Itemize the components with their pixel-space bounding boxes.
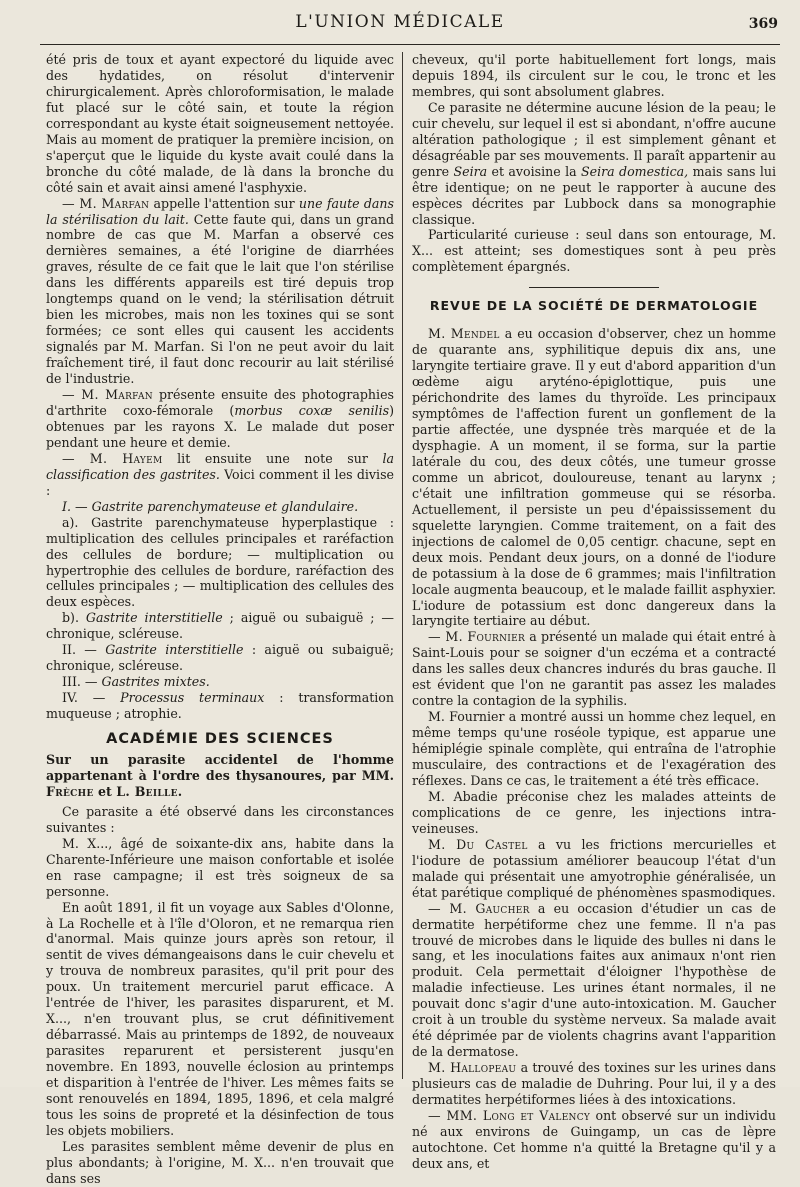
text-run: présente ensuite des photographies d'arthrite coxo-fémorale ( [46,387,394,418]
text-run: : transformation muqueuse ; atrophie. [46,690,394,722]
author-name: Frèche [46,783,94,799]
text-run: Voici comment il les divise : [46,466,394,498]
journal-title: L'UNION MÉDICALE [295,12,505,32]
header-rule [40,44,780,45]
italic-run: Seira [453,163,488,179]
left-column [46,52,394,1187]
classification-item: a). Gastrite parenchymateuse hyperplastique : multiplication des cellules principales et raréfaction des cellules de bordure; — multiplication ou hypertrophie des cellules de bordure, raréfaction des cellules principales ; — multiplication des cellules des deux espèces. [46,514,394,610]
speaker-name: — M. Marfan [62,195,150,211]
italic-run: Gastrite interstitielle [105,642,244,658]
section-heading: ACADÉMIE DES SCIENCES [106,731,334,748]
text-run: a eu occasion d'étudier un cas de dermatite herpétiforme chez une femme. Il n'a pas trouvé de microbes dans le liquide des bulles ni dans le sang, et les inoculations faites aux animaux n'ont rien produit. Cela permettait d'éloigner l'hypothèse de maladie infectieuse. Les urines étant normales, il ne pouvait donc s'agir d'une auto-intoxication. M. Gaucher croit à un trouble du système nerveux. Sa malade avait été déprimée par de violents chagrins avant l'apparition de la dermatose. [412,900,777,1060]
paragraph: M. Fournier a montré aussi un homme chez lequel, en même temps qu'une roséole typique, est apparue une hémiplégie spinale complète, qui entraîna de l'atrophie musculaire, des contractions et de l'exagération des réflexes. Dans ce cas, le traitement a été très efficace. [412,709,776,788]
text-run: et avoisine la [487,163,581,179]
paragraph [412,326,776,629]
text-run: lit ensuite une note sur [162,450,383,466]
italic-run: Seira domestica, [581,163,689,179]
column-divider [402,52,403,1079]
paragraph: M. Abadie préconise chez les malades atteints de complications de ce genre, les injections intra-veineuses. [412,788,776,836]
paragraph: En août 1891, il fit un voyage aux Sables d'Olonne, à La Rochelle et à l'île d'Oloron, et ne remarqua rien d'anormal. Mais quinze jours après son retour, il sentit de vives démangeaisons dans le cuir chevelu et y trouva de nombreux parasites, qu'il prit pour des poux. Un traitement mercuriel parut efficace. A l'entrée de l'hiver, les parasites disparurent, et M. X..., n'en trouvant plus, se crut définitivement débarrassé. Mais au printemps de 1892, de nouveaux parasites reparurent et persisterent jusqu'en novembre. En 1893, nouvelle éclosion au printemps et disparition à l'entrée de l'hiver. Les mêmes faits se sont renouvelés en 1894, 1895, 1896, et cela malgré tous les soins de propreté et la désinfection de tous les objets mobiliers. [46,899,394,1138]
running-head [0,6,800,36]
classification-item [46,610,394,642]
text-run: appelle l'attention sur [149,195,299,211]
paragraph [412,1108,776,1172]
speaker-name: — M. Hayem [62,450,163,466]
paragraph [412,837,776,901]
text-run: et [93,783,117,799]
paragraph: M. X..., âgé de soixante-dix ans, habite dans la Charente-Inférieure une maison confortable et isolée en rase campagne; il est très soigneux de sa personne. [46,835,394,899]
paragraph: cheveux, qu'il porte habituellement fort longs, mais depuis 1894, ils circulent sur le cou, le tronc et les membres, qui sont absolument glabres. [412,52,776,99]
text-run: III. — [62,674,102,690]
right-column [412,52,776,1172]
section-heading: REVUE DE LA SOCIÉTÉ DE DERMATOLOGIE [429,298,759,314]
text-run: a trouvé des toxines sur les urines dans plusieurs cas de maladie de Duhring. Pour lui, il y a des dermatites herpétiformes liées à des intoxications. [412,1060,776,1108]
italic-run: Gastrite interstitielle [85,610,223,626]
paragraph: Particularité curieuse : seul dans son entourage, M. X... est atteint; ses domestiques sont à peu près complètement épargnés. [412,227,776,275]
text-run: b). [62,610,86,626]
spacer [412,288,776,292]
text-run: a eu occasion d'observer, chez un homme de quarante ans, syphilitique depuis dix ans, une laryngite tertiaire grave. Il y eut d'abord apparition d'un œdème aigu aryténo-épiglottique, puis une périchondrite des lames du thyroïde. Les principaux symptômes de l'affection furent un gonflement de la partie affectée, une dyspnée très marquée et de la dysphagie. A un moment, il se forma, sur la partie latérale du cou, des deux côtés, une tumeur grosse comme un abricot, douloureuse, tenant au larynx ; c'était une infiltration gommeuse qui se résorba. Actuellement, il persiste un peu d'épaississement du squelette laryngien. Comme traitement, on a fait des injections de calomel de 0,05 centigr. chacune, sept en deux mois. Pendant deux jours, on a donné de l'iodure de potassium à la dose de 6 grammes; mais l'infiltration locale augmenta beaucoup, et le malade faillit asphyxier. L'iodure de potassium est donc dangereux dans la laryngite tertiaire au début. [412,326,776,629]
article-subheading [46,752,394,800]
paragraph [412,1060,776,1108]
text-run: Ce parasite ne détermine aucune lésion de la peau; le cuir chevelu, sur lequel il est si abondant, n'offre aucune altération pathologique ; il est simplement gênant et désagréable par ses mouvements. Il paraît appartenir au genre [412,99,776,179]
italic-run: morbus coxæ senilis [234,402,390,418]
speaker-name: M. Hallopeau [428,1060,517,1076]
paragraph [412,901,776,1061]
paragraph [46,387,394,451]
text-run: ; aiguë ou subaiguë ; — chronique, scléreuse. [46,610,395,642]
paragraph: Les parasites semblent même devenir de plus en plus abondants; à l'origine, M. X... n'en trouvait que dans ses [46,1138,394,1186]
speaker-name: — MM. Long et Valency [428,1108,591,1123]
text-run: : aiguë ou subaiguë; chronique, scléreuse. [46,642,395,674]
page-number: 369 [748,16,778,32]
author-name: L. Beille. [116,783,183,799]
paragraph [46,451,394,499]
text-run: a vu les frictions mercurielles et l'iodure de potassium améliorer beaucoup l'état d'un malade qui présentait une amyotrophie généralisée, un état parétique compliqué de phénomènes spasmodiques. [412,836,776,900]
classification-item [46,690,394,722]
text-run: ont observé sur un individu né aux environs de Guingamp, un cas de lèpre autochtone. Cet homme n'a quitté la Bretagne qu'il y a deux ans, et [412,1108,777,1171]
italic-run: la classification des gastrites. [46,450,394,482]
paragraph: été pris de toux et ayant expectoré du liquide avec des hydatides, on résolut d'intervenir chirurgicalement. Après chloroformisation, le malade fut placé sur le côté sain, et toute la région correspondant au kyste était soigneusement nettoyée. Mais au moment de pratiquer la première incision, on s'aperçut que le liquide du kyste avait coulé dans la bronche du côté malade, de là dans la bronche du côté sain et avait ainsi amené l'asphyxie. [46,52,394,195]
classification-item [46,642,394,674]
paragraph [412,629,776,709]
speaker-name: — M. Gaucher [428,900,530,916]
classification-item: I. — Gastrite parenchymateuse et glandulaire. [62,498,359,514]
text-run: IV. — [62,690,121,706]
text-run: par MM. [326,767,394,783]
text-run: ) obtenues par les rayons X. Le malade dut poser pendant une heure et demie. [46,402,394,450]
text-run: Sur un parasite accidentel de l'homme appartenant à l'ordre des thysanoures, [46,751,394,783]
paragraph: Ce parasite a été observé dans les circonstances suivantes : [46,803,394,835]
speaker-name: — M. Fournier [428,629,526,645]
text-run: mais sans lui être identique; on ne peut le rapporter à aucune des espèces décrites par Lubbock dans sa monographie classique. [412,163,776,227]
text-run: a présenté un malade qui était entré à Saint-Louis pour se soigner d'un eczéma et a contracté dans les salles deux chancres indurés du bras gauche. Il est évident que l'on ne garantit pas assez les malades contre la contagion de la syphilis. [412,629,777,709]
speaker-name: M. Du Castel [428,836,528,852]
speaker-name: M. Mendel [428,326,500,342]
italic-run: Processus terminaux [120,690,265,706]
classification-item [46,674,394,690]
text-run: II. — [62,642,106,658]
text-run: Cette faute qui, dans un grand nombre de cas que M. Marfan a observé ces dernières semaines, a été l'origine de diarrhées graves, résulte de ce fait que le lait que l'on stérilise dans les différents appareils est tiré depuis trop longtemps quand on le vend; la stérilisation détruit bien les microbes, mais non les toxines qui se sont formées; ce sont elles qui causent les accidents signalés par M. Marfan. Si l'on ne peut avoir du lait fraîchement tiré, il faut donc recourir au lait stérilisé de l'industrie. [46,211,395,387]
italic-run: une faute dans la stérilisation du lait. [46,195,394,227]
paragraph [412,100,776,228]
paragraph [46,196,394,387]
italic-run: Gastrites mixtes. [101,674,210,690]
speaker-name: — M. Marfan [62,387,153,403]
